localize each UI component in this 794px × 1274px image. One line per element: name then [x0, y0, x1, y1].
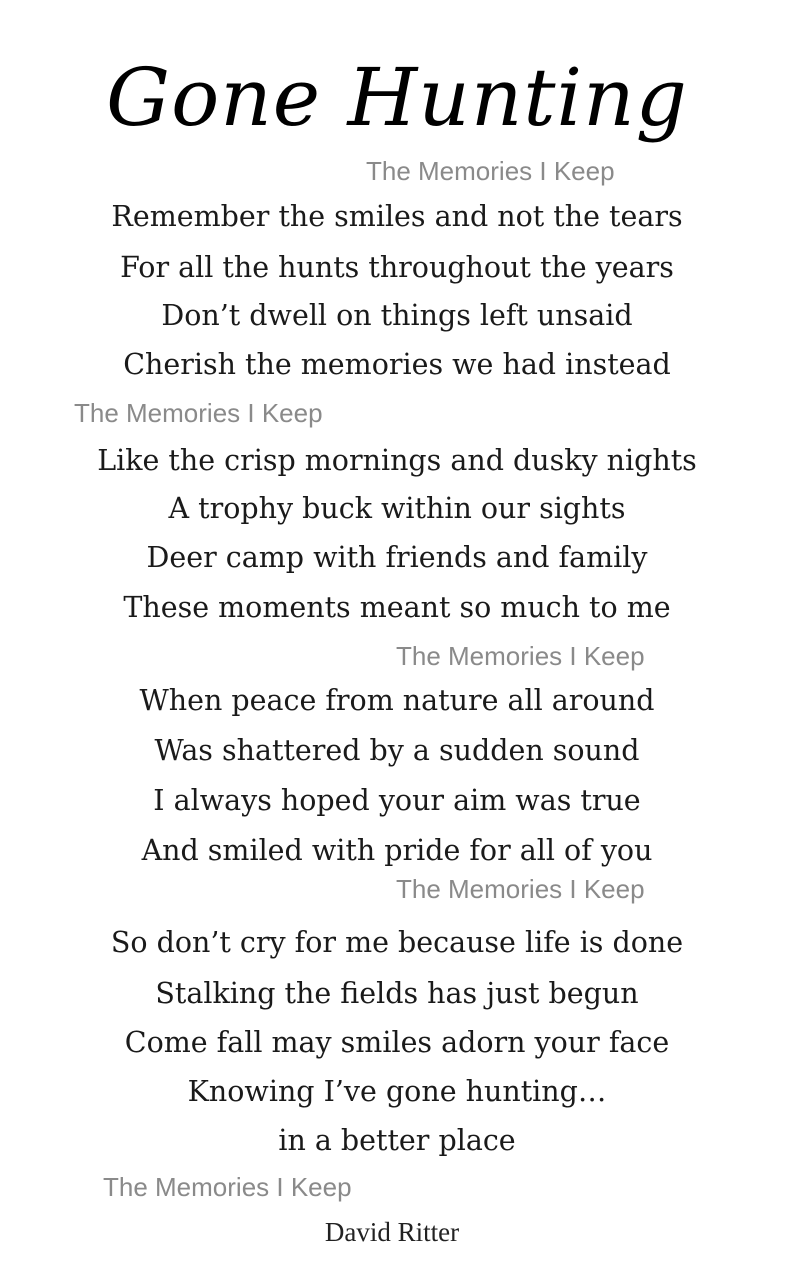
poem-line: When peace from nature all around [139, 684, 655, 717]
poem-line: I always hoped your aim was true [153, 784, 641, 817]
poem-line: in a better place [278, 1124, 516, 1157]
poem-line: Like the crisp mornings and dusky nights [97, 444, 697, 477]
poem-line: Was shattered by a sudden sound [154, 734, 640, 767]
poem-line: Remember the smiles and not the tears [111, 200, 683, 233]
watermark-text: The Memories I Keep [74, 398, 323, 428]
watermark-text: The Memories I Keep [396, 641, 645, 671]
watermark-text: The Memories I Keep [396, 874, 645, 904]
poem-line: So don’t cry for me because life is done [110, 926, 684, 959]
poem-line: For all the hunts throughout the years [120, 251, 674, 284]
poem-line: And smiled with pride for all of you [141, 834, 653, 867]
poem-line: Knowing I’ve gone hunting… [187, 1075, 607, 1108]
poem-line: Don’t dwell on things left unsaid [161, 299, 633, 332]
poem-line: These moments meant so much to me [123, 591, 671, 624]
poem-line: Come fall may smiles adorn your face [124, 1026, 670, 1059]
poem-line: Cherish the memories we had instead [123, 348, 671, 381]
poem-line: A trophy buck within our sights [168, 492, 626, 525]
watermark-text: The Memories I Keep [103, 1172, 352, 1202]
poem-line: Deer camp with friends and family [146, 541, 648, 574]
poem-line: Stalking the fields has just begun [155, 977, 639, 1010]
author-name: David Ritter [324, 1217, 460, 1247]
poem-title: Gone Hunting [106, 51, 688, 144]
watermark-text: The Memories I Keep [366, 156, 615, 186]
